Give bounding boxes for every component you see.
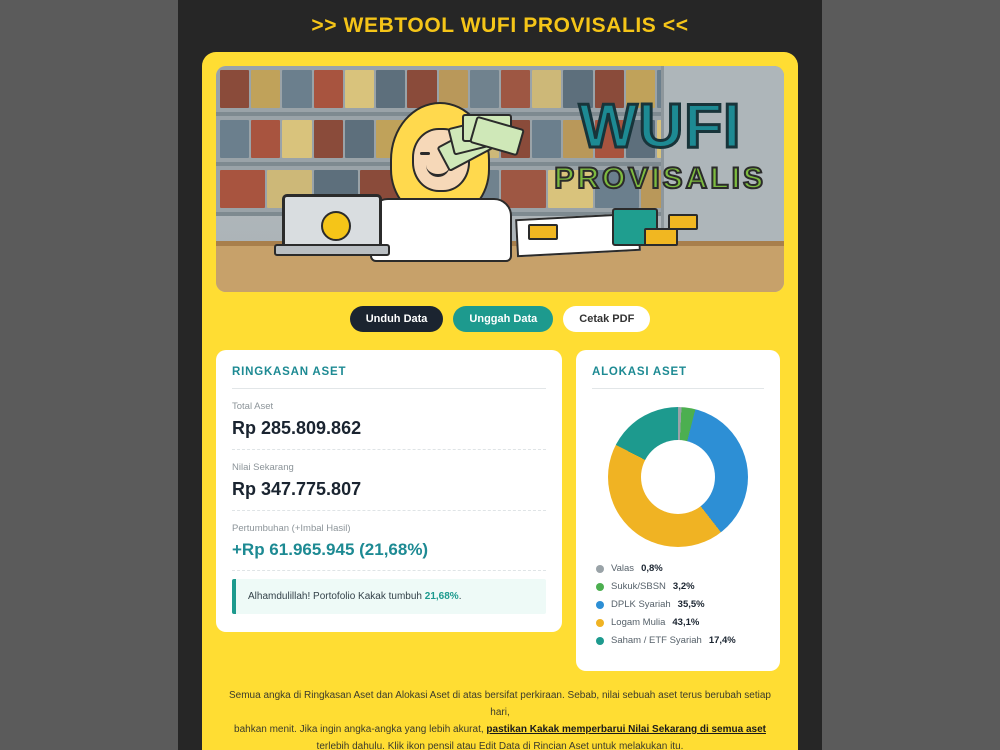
cards-row (216, 350, 784, 671)
metric-value: Rp 285.809.862 (232, 418, 362, 438)
legend-label: DPLK Syariah (611, 599, 671, 610)
donut-ring (608, 407, 748, 547)
hero-banner (216, 66, 784, 292)
gold-bar (644, 228, 678, 246)
legend-color-swatch (596, 619, 604, 627)
eye (420, 152, 430, 155)
metric-label: Total Aset (232, 401, 274, 412)
legend-value: 0,8% (641, 563, 663, 574)
legend-value: 17,4% (708, 635, 736, 646)
legend-item (596, 563, 762, 574)
hero-wordmark (554, 92, 766, 195)
download-data-button[interactable]: Unduh Data (350, 306, 444, 332)
wufi-logo-icon (321, 211, 351, 241)
print-pdf-button[interactable]: Cetak PDF (563, 306, 650, 332)
legend-label: Valas (611, 563, 635, 574)
legend-value: 3,2% (672, 581, 695, 592)
summary-card-title: RINGKASAN ASET (232, 366, 546, 389)
footer-line-3: terlebih dahulu. Klik ikon pensil atau Edit Data di Rincian Aset untuk melakukan itu. (316, 741, 684, 750)
metric-label: Nilai Sekarang (232, 462, 294, 473)
hero-title-sub: PROVISALIS (554, 162, 766, 195)
money-fan (440, 108, 518, 166)
laptop (274, 194, 386, 256)
legend-value: 35,5% (677, 599, 705, 610)
upload-data-button[interactable]: Unggah Data (453, 306, 553, 332)
update-value-link[interactable]: pastikan Kakak memperbarui Nilai Sekarang di semua aset (486, 724, 766, 735)
metric-nilai-sekarang (232, 450, 546, 511)
metric-pertumbuhan (232, 511, 546, 571)
asset-allocation-card (576, 350, 780, 671)
main-panel (202, 52, 798, 750)
legend-color-swatch (596, 601, 604, 609)
metric-label: Pertumbuhan (+Imbal Hasil) (232, 523, 351, 534)
donut-chart (592, 389, 764, 557)
legend-color-swatch (596, 583, 604, 591)
page-title: >> WEBTOOL WUFI PROVISALIS << (311, 14, 689, 37)
illustration-person (364, 102, 514, 252)
metric-value: Rp 347.775.807 (232, 479, 362, 499)
footer-disclaimer (224, 687, 776, 750)
metric-value: +Rp 61.965.945 (21,68%) (232, 540, 429, 559)
metric-total-aset (232, 389, 546, 450)
laptop-base (274, 244, 390, 256)
legend-item (596, 617, 762, 628)
legend-label: Logam Mulia (611, 617, 666, 628)
gold-bar (668, 214, 698, 230)
hero-title-main: WUFI (578, 92, 742, 161)
growth-note (232, 579, 546, 614)
asset-summary-card (216, 350, 562, 632)
chart-legend (592, 557, 764, 646)
legend-item (596, 635, 762, 646)
footer-line-2-prefix: bahkan menit. Jika ingin angka-angka yang lebih akurat, (234, 724, 487, 735)
note-suffix: . (458, 591, 462, 602)
app-window (178, 0, 822, 750)
allocation-card-title: ALOKASI ASET (592, 366, 764, 389)
legend-value: 43,1% (672, 617, 700, 628)
legend-label: Sukuk/SBSN (611, 581, 666, 592)
note-highlight: 21,68% (424, 591, 459, 602)
footer-line-1: Semua angka di Ringkasan Aset dan Alokasi Aset di atas bersifat perkiraan. Sebab, nilai sebuah aset terus berubah setiap hari, (228, 690, 771, 718)
legend-color-swatch (596, 637, 604, 645)
coat (370, 198, 512, 262)
action-toolbar (216, 306, 784, 332)
legend-label: Saham / ETF Syariah (611, 635, 702, 646)
note-prefix: Alhamdulillah! Portofolio Kakak tumbuh (248, 591, 425, 602)
legend-item (596, 581, 762, 592)
legend-item (596, 599, 762, 610)
gold-bar (528, 224, 558, 240)
legend-color-swatch (596, 565, 604, 573)
